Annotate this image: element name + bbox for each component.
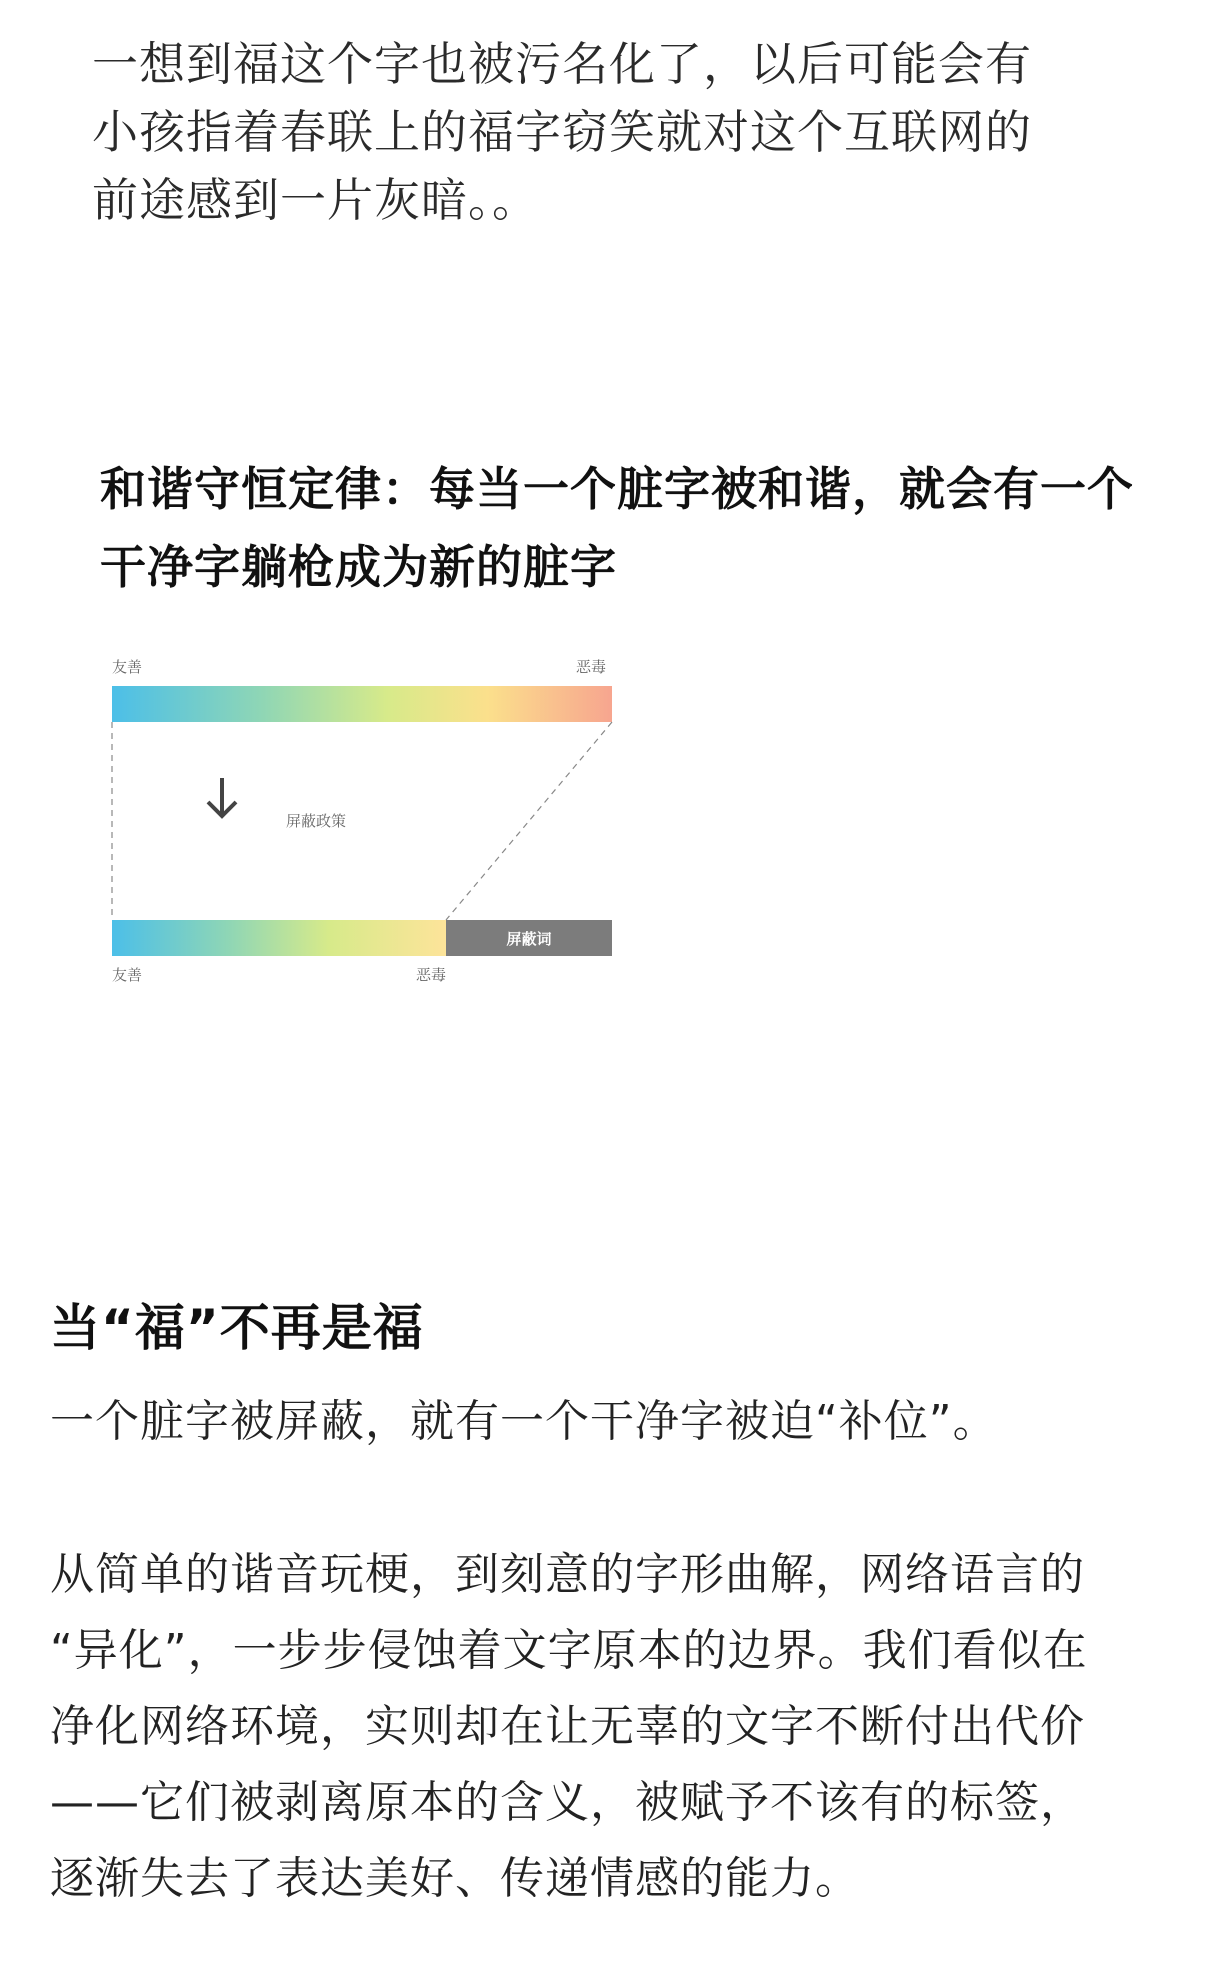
intro-line: 一想到福这个字也被污名化了，以后可能会有 bbox=[92, 37, 1032, 91]
intro-line: 前途感到一片灰暗。。 bbox=[92, 173, 539, 227]
body-line: 从简单的谐音玩梗，到刻意的字形曲解，网络语言的 bbox=[50, 1549, 1085, 1600]
word-shift-diagram bbox=[90, 620, 650, 1000]
shifted-spectrum-bar bbox=[112, 920, 446, 956]
diagonal-dashed-line bbox=[446, 722, 612, 920]
down-arrow-icon bbox=[208, 778, 236, 816]
harmony-law-heading bbox=[100, 450, 1134, 606]
intro-line: 小孩指着春联上的福字窃笑就对这个互联网的 bbox=[92, 105, 1032, 159]
section-title: 当“福”不再是福 bbox=[50, 1299, 424, 1357]
section-subtitle: 一个脏字被屏蔽，就有一个干净字被迫“补位”。 bbox=[50, 1396, 998, 1447]
body-paragraph bbox=[50, 1537, 1170, 1917]
body-line: ——它们被剥离原本的含义，被赋予不该有的标签， bbox=[50, 1777, 1085, 1828]
law-line: 干净字躺枪成为新的脏字 bbox=[100, 540, 617, 594]
policy-label: 屏蔽政策 bbox=[286, 812, 347, 830]
bottom-left-label: 友善 bbox=[112, 966, 143, 984]
intro-paragraph bbox=[92, 30, 1112, 234]
law-line: 和谐守恒定律：每当一个脏字被和谐，就会有一个 bbox=[100, 462, 1134, 516]
top-right-label: 恶毒 bbox=[576, 658, 607, 676]
body-line: 逐渐失去了表达美好、传递情感的能力。 bbox=[50, 1853, 860, 1904]
masked-words-box: 屏蔽词 bbox=[446, 920, 612, 956]
body-line: 净化网络环境，实则却在让无辜的文字不断付出代价 bbox=[50, 1701, 1085, 1752]
top-left-label: 友善 bbox=[112, 658, 143, 676]
bottom-right-label: 恶毒 bbox=[416, 966, 447, 984]
body-line: “异化”，一步步侵蚀着文字原本的边界。我们看似在 bbox=[50, 1625, 1088, 1676]
